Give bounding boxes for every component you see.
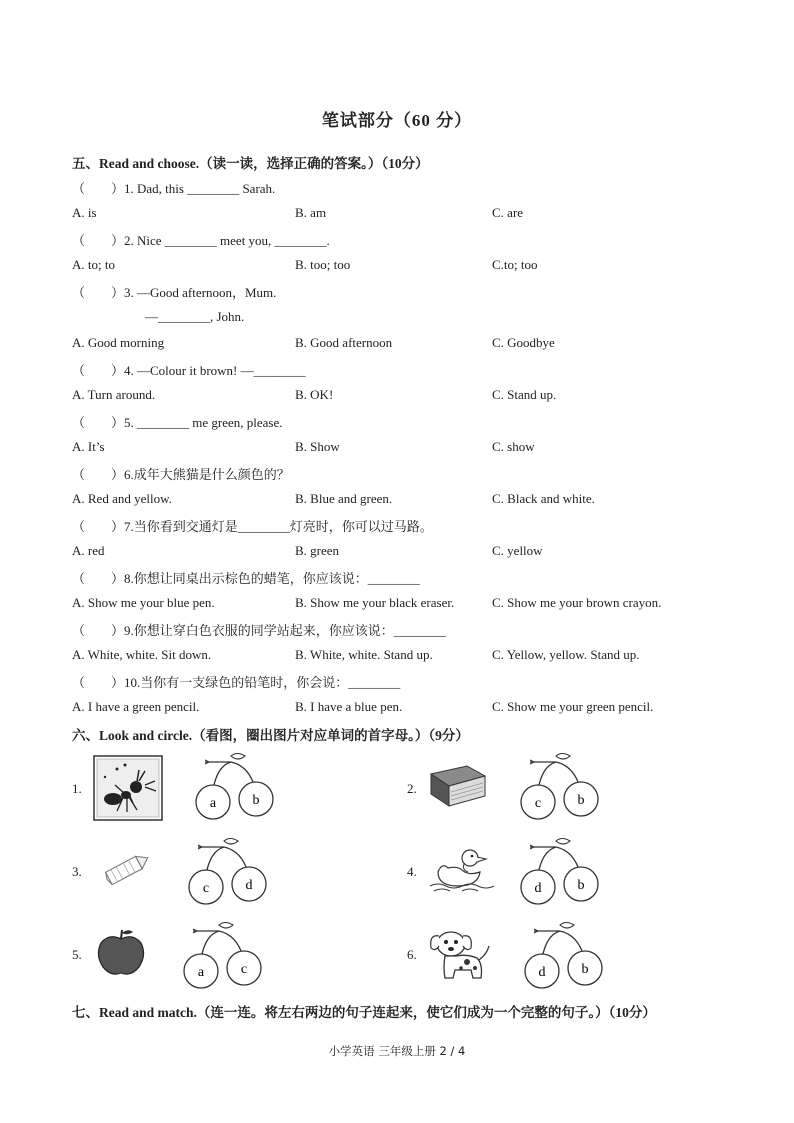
question-text: 2. Nice ________ meet you, ________.: [124, 233, 330, 248]
item-number: 3.: [72, 864, 82, 879]
answer-bracket[interactable]: （ ）: [72, 415, 125, 430]
choice-letter-right[interactable]: b: [577, 878, 585, 893]
question-text: 8.你想让同桌出示棕色的蜡笔，你应该说：________: [124, 571, 420, 586]
page-footer: 小学英语 三年级上册 2 / 4: [328, 1044, 466, 1058]
question-2: [72, 230, 330, 249]
option-a: A. I have a green pencil.: [72, 699, 200, 714]
book-picture: [427, 762, 489, 814]
option-a: A. is: [72, 205, 97, 220]
choice-letter-left[interactable]: a: [197, 965, 205, 980]
option-b: B. Blue and green.: [295, 491, 393, 506]
answer-bracket[interactable]: （ ）: [72, 675, 125, 690]
option-b: B. am: [295, 205, 327, 220]
choice-letter-right[interactable]: b: [581, 962, 589, 977]
question-10: [72, 672, 400, 691]
question-3: [72, 282, 276, 301]
option-a: A. Good morning: [72, 335, 165, 350]
question-text: 6.成年大熊猫是什么颜色的？: [124, 467, 290, 482]
choice-letter-left[interactable]: a: [209, 796, 217, 811]
item-number: 4.: [407, 864, 417, 879]
option-b: B. I have a blue pen.: [295, 699, 403, 714]
page-title: 笔试部分（60 分）: [321, 111, 473, 130]
option-a: A. Red and yellow.: [72, 491, 172, 506]
cherry-circles: [189, 752, 281, 822]
options-10: [72, 699, 752, 717]
apple-picture: [95, 927, 147, 979]
option-c: C. Goodbye: [492, 335, 555, 350]
cherry-circles: [518, 921, 610, 991]
question-3-reply: —________, John.: [145, 309, 245, 324]
answer-bracket[interactable]: （ ）: [72, 519, 125, 534]
option-a: A. Show me your blue pen.: [72, 595, 215, 610]
options-7: [72, 543, 752, 561]
section-seven-heading: 七、Read and match.（连一连。将左右两边的句子连起来，使它们成为一个完整的句子。）（10分）: [72, 1005, 656, 1020]
question-text: 10.当你有一支绿色的铅笔时，你会说：________: [124, 675, 401, 690]
choice-letter-right[interactable]: b: [252, 793, 260, 808]
answer-bracket[interactable]: （ ）: [72, 285, 125, 300]
choice-letter-right[interactable]: b: [577, 793, 585, 808]
choice-letter-left[interactable]: d: [538, 965, 546, 980]
choice-letter-left[interactable]: c: [534, 796, 542, 811]
item-number: 6.: [407, 947, 417, 962]
choice-letter-right[interactable]: c: [240, 962, 248, 977]
answer-bracket[interactable]: （ ）: [72, 363, 125, 378]
option-c: C. Stand up.: [492, 387, 557, 402]
question-text: 1. Dad, this ________ Sarah.: [124, 181, 276, 196]
duck-picture: [428, 842, 496, 894]
options-6: [72, 491, 752, 509]
option-a: A. It’s: [72, 439, 105, 454]
question-5: [72, 412, 282, 431]
cherry-circles: [177, 921, 269, 991]
option-a: A. red: [72, 543, 105, 558]
options-9: [72, 647, 752, 665]
option-c: C.to; too: [492, 257, 538, 272]
question-6: [72, 464, 290, 483]
option-c: C. Show me your green pencil.: [492, 699, 654, 714]
question-text: 7.当你看到交通灯是________灯亮时，你可以过马路。: [124, 519, 433, 534]
choice-letter-left[interactable]: c: [202, 881, 210, 896]
options-4: [72, 387, 752, 405]
ant-picture: [93, 755, 163, 821]
answer-bracket[interactable]: （ ）: [72, 623, 125, 638]
option-b: B. OK!: [295, 387, 334, 402]
option-c: C. Yellow, yellow. Stand up.: [492, 647, 640, 662]
question-text: 5. ________ me green, please.: [124, 415, 283, 430]
choice-letter-right[interactable]: d: [245, 878, 253, 893]
answer-bracket[interactable]: （ ）: [72, 181, 125, 196]
answer-bracket[interactable]: （ ）: [72, 467, 125, 482]
option-a: A. Turn around.: [72, 387, 156, 402]
question-text: 9.你想让穿白色衣服的同学站起来，你应该说：________: [124, 623, 446, 638]
item-number: 5.: [72, 947, 82, 962]
option-b: B. green: [295, 543, 340, 558]
dog-picture: [427, 924, 493, 984]
option-b: B. White, white. Stand up.: [295, 647, 433, 662]
crayon-picture: [97, 848, 157, 892]
question-4: [72, 360, 306, 379]
options-1: [72, 205, 752, 223]
options-5: [72, 439, 752, 457]
options-3: [72, 335, 752, 353]
question-text: 3. —Good afternoon，Mum.: [124, 285, 277, 300]
options-8: [72, 595, 752, 613]
item-number: 2.: [407, 781, 417, 796]
question-8: [72, 568, 420, 587]
question-1: [72, 178, 275, 197]
choice-letter-left[interactable]: d: [534, 881, 542, 896]
option-c: C. show: [492, 439, 535, 454]
cherry-circles: [182, 837, 274, 907]
option-c: C. are: [492, 205, 524, 220]
option-c: C. Black and white.: [492, 491, 595, 506]
question-7: [72, 516, 433, 535]
answer-bracket[interactable]: （ ）: [72, 233, 125, 248]
option-c: C. yellow: [492, 543, 543, 558]
option-c: C. Show me your brown crayon.: [492, 595, 662, 610]
cherry-circles: [514, 752, 606, 822]
option-b: B. too; too: [295, 257, 351, 272]
question-text: 4. —Colour it brown! —________: [124, 363, 306, 378]
option-b: B. Good afternoon: [295, 335, 393, 350]
item-number: 1.: [72, 781, 82, 796]
option-a: A. to; to: [72, 257, 115, 272]
option-a: A. White, white. Sit down.: [72, 647, 212, 662]
cherry-circles: [514, 837, 606, 907]
option-b: B. Show me your black eraser.: [295, 595, 455, 610]
answer-bracket[interactable]: （ ）: [72, 571, 125, 586]
options-2: [72, 257, 752, 275]
section-five-heading: 五、Read and choose.（读一读，选择正确的答案。）（10分）: [72, 156, 429, 171]
option-b: B. Show: [295, 439, 340, 454]
section-six-heading: 六、Look and circle.（看图，圈出图片对应单词的首字母。）（9分）: [72, 728, 469, 743]
question-9: [72, 620, 446, 639]
